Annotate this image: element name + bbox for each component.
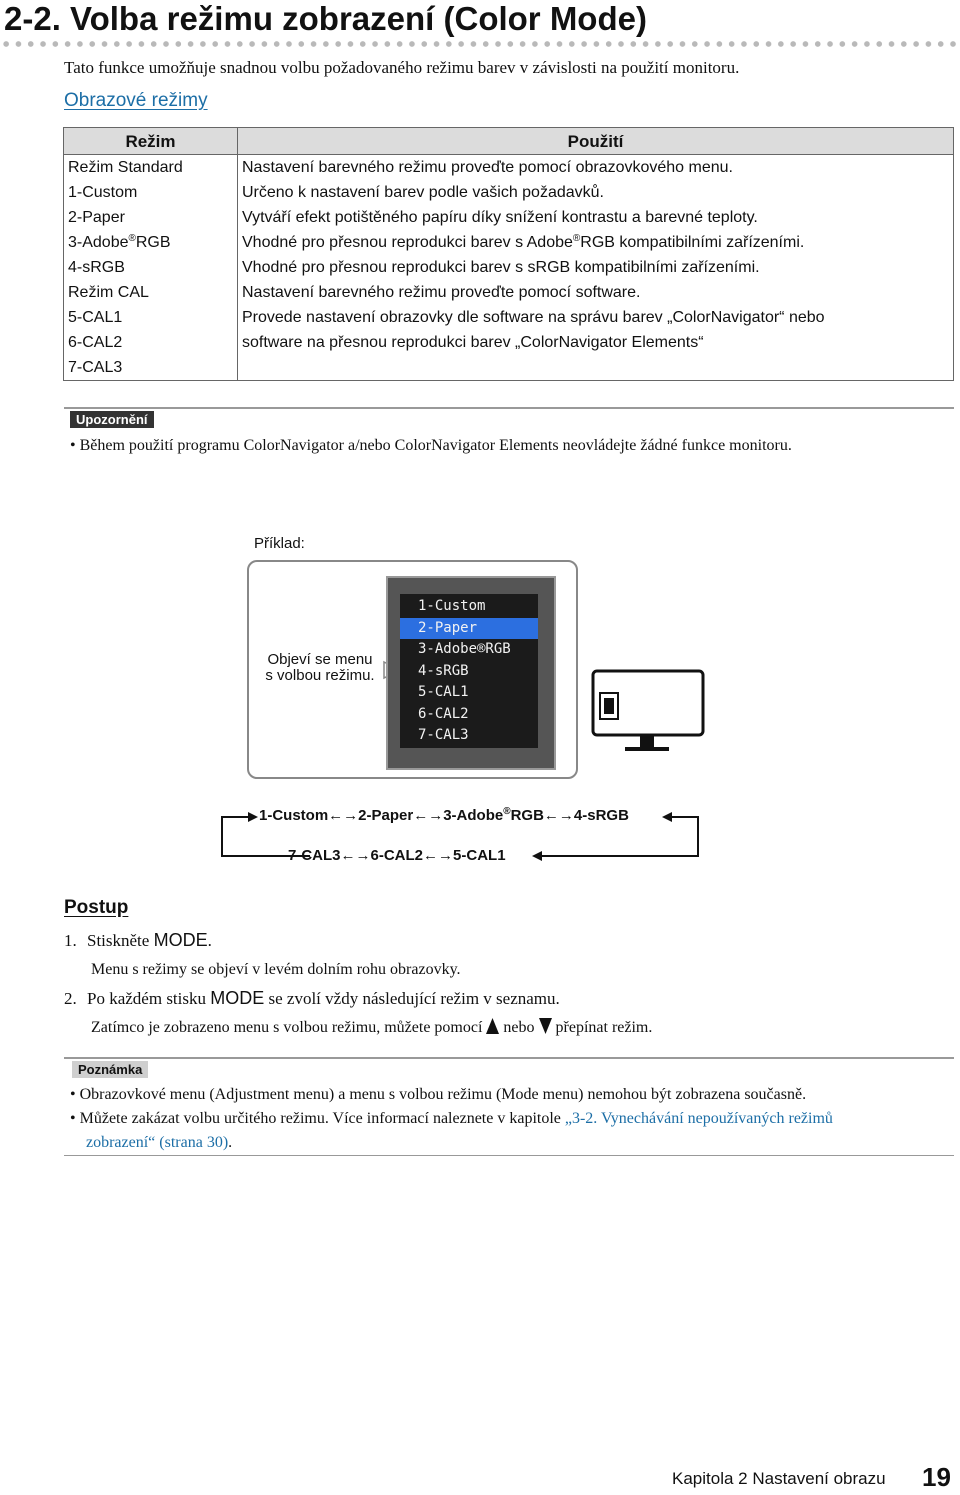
mode-text: 3-Adobe [68,234,129,251]
modes-table [63,127,954,381]
procedure-heading: Postup [64,897,129,918]
mode-text: 6-CAL2 [68,334,123,351]
usage-cell: Nastavení barevného režimu proveďte pomocí software. [238,280,954,305]
usage-text: Vhodné pro přesnou reprodukci barev s Adobe [242,234,573,251]
step-detail-text: Zatímco je zobrazeno menu s volbou režimu, můžete pomocí [91,1019,487,1036]
note-divider [64,1057,954,1059]
mode-cell [64,230,238,255]
step-number: 2. [64,989,77,1008]
cycle-bottom-row [288,847,506,864]
cycle-mode: 1-Custom [259,807,329,824]
table-header-mode: Režim [64,128,238,155]
modes-subheading: Obrazové režimy [64,90,208,111]
mode-cell: 1-Custom [64,180,238,205]
note-item: • Obrazovkové menu (Adjustment menu) a menu s volbou režimu (Mode menu) nemohou být zobrazena současně. [70,1086,807,1103]
mode-text: RGB [135,234,171,251]
mode-cell: Režim CAL [64,280,238,305]
step-1-detail: Menu s režimy se objeví v levém dolním rohu obrazovky. [91,961,461,978]
usage-text: RGB kompatibilními zařízeními. [580,234,805,251]
registered-mark: ® [128,233,136,244]
step-detail-text: nebo [499,1019,539,1036]
usage-cell: Vhodné pro přesnou reprodukci barev s sRGB kompatibilními zařízeními. [238,255,954,280]
usage-cell: Určeno k nastavení barev podle vašich požadavků. [238,180,954,205]
registered-mark: ® [503,806,511,817]
menu-item-srgb: 4-sRGB [418,662,469,679]
menu-item-cal1: 5-CAL1 [418,684,469,700]
warning-item: • Během použití programu ColorNavigator a/nebo ColorNavigator Elements neovládejte žádné funkce monitoru. [70,437,792,454]
table-row [64,305,954,381]
example-label: Příklad: [254,535,305,552]
callout-line: s volbou režimu. [265,667,375,684]
mode-key-label: MODE [210,988,265,1008]
mode-text: 5-CAL1 [68,309,123,326]
footer-chapter: Kapitola 2 Nastavení obrazu [672,1469,886,1488]
chapter-link[interactable]: zobrazení“ (strana 30) [86,1134,229,1151]
bidirectional-arrow-icon: ←→ [413,807,444,824]
cycle-mode: 2-Paper [358,807,414,824]
note-bottom-divider [64,1155,954,1156]
menu-item-custom: 1-Custom [418,598,486,614]
usage-cell [238,230,954,255]
step-number: 1. [64,931,77,950]
note-label: Poznámka [72,1061,148,1078]
registered-mark: ® [572,233,581,244]
section-title: Volba režimu zobrazení (Color Mode) [70,0,647,37]
note-item: • Můžete zakázat volbu určitého režimu. Více informací naleznete v kapitole „3-2. Vynechávání nepoužívaných režimů [70,1110,833,1127]
cycle-mode: 5-CAL1 [453,847,506,864]
table-row [64,180,954,205]
step-text: . [207,931,212,950]
mode-text: 7-CAL3 [68,359,123,376]
cycle-mode: 7-CAL3 [288,847,341,864]
note-text: . [228,1134,233,1151]
step-1 [64,930,212,951]
mode-cell [64,305,238,381]
mode-key-label: MODE [153,930,208,950]
cycle-mode: 4-sRGB [573,807,629,824]
note-text: Můžete zakázat volbu určitého režimu. Více informací naleznete v kapitole [79,1110,565,1127]
note-text: Obrazovkové menu (Adjustment menu) a menu s volbou režimu (Mode menu) nemohou být zobrazena současně. [79,1086,807,1103]
step-text: Po každém stisku [87,989,211,1008]
menu-item-paper: 2-Paper [400,618,538,640]
page-number: 19 [922,1462,951,1492]
monitor-icon [590,668,710,758]
usage-cell: Vytváří efekt potištěného papíru díky snížení kontrastu a barevné teploty. [238,205,954,230]
menu-item-cal3: 7-CAL3 [418,727,469,743]
cycle-mode: 3-Adobe [443,807,504,824]
callout-line: Objeví se menu [267,651,373,668]
section-number: 2-2. [4,0,61,37]
down-arrow-icon [539,1018,552,1034]
table-row [64,255,954,280]
cycle-mode: 6-CAL2 [370,847,424,864]
usage-text: Provede nastavení obrazovky dle software na správu barev „ColorNavigator“ nebo [242,309,825,326]
cycle-mode: RGB [510,807,544,824]
menu-item-cal2: 6-CAL2 [418,705,469,722]
step-text: Stiskněte [87,931,154,950]
step-2-detail [91,1018,652,1037]
callout-text [256,652,384,684]
bidirectional-arrow-icon: ←→ [340,847,371,864]
table-row [64,205,954,230]
dotted-divider [0,40,960,48]
usage-cell [238,305,954,381]
table-row [64,230,954,255]
cycle-top-row [259,807,629,824]
menu-item-adobergb: 3-Adobe®RGB [418,641,511,657]
table-row [64,280,954,305]
mode-cell: 4-sRGB [64,255,238,280]
table-header-usage: Použití [238,128,954,155]
warning-label: Upozornění [70,411,154,428]
note-item-continuation [86,1134,232,1152]
step-text: se zvolí vždy následující režim v seznamu. [264,989,560,1008]
mode-cell: 2-Paper [64,205,238,230]
bidirectional-arrow-icon: ←→ [543,807,574,824]
chapter-link[interactable]: „3-2. Vynechávání nepoužívaných režimů [564,1110,833,1127]
step-2 [64,988,560,1009]
usage-text: software na přesnou reprodukci barev „ColorNavigator Elements“ [242,334,704,351]
step-detail-text: přepínat režim. [551,1019,653,1036]
warning-text: Během použití programu ColorNavigator a/nebo ColorNavigator Elements neovládejte žádné funkce monitoru. [79,437,792,454]
intro-text: Tato funkce umožňuje snadnou volbu požadovaného režimu barev v závislosti na použití monitoru. [64,58,740,77]
up-arrow-icon [486,1018,499,1034]
warning-divider [64,407,954,409]
mode-cell: Režim Standard [64,155,238,181]
bidirectional-arrow-icon: ←→ [328,807,359,824]
table-row [64,155,954,181]
page-title [4,0,647,38]
bidirectional-arrow-icon: ←→ [423,847,454,864]
usage-cell: Nastavení barevného režimu proveďte pomocí obrazovkového menu. [238,155,954,181]
table-header-row [64,128,954,155]
